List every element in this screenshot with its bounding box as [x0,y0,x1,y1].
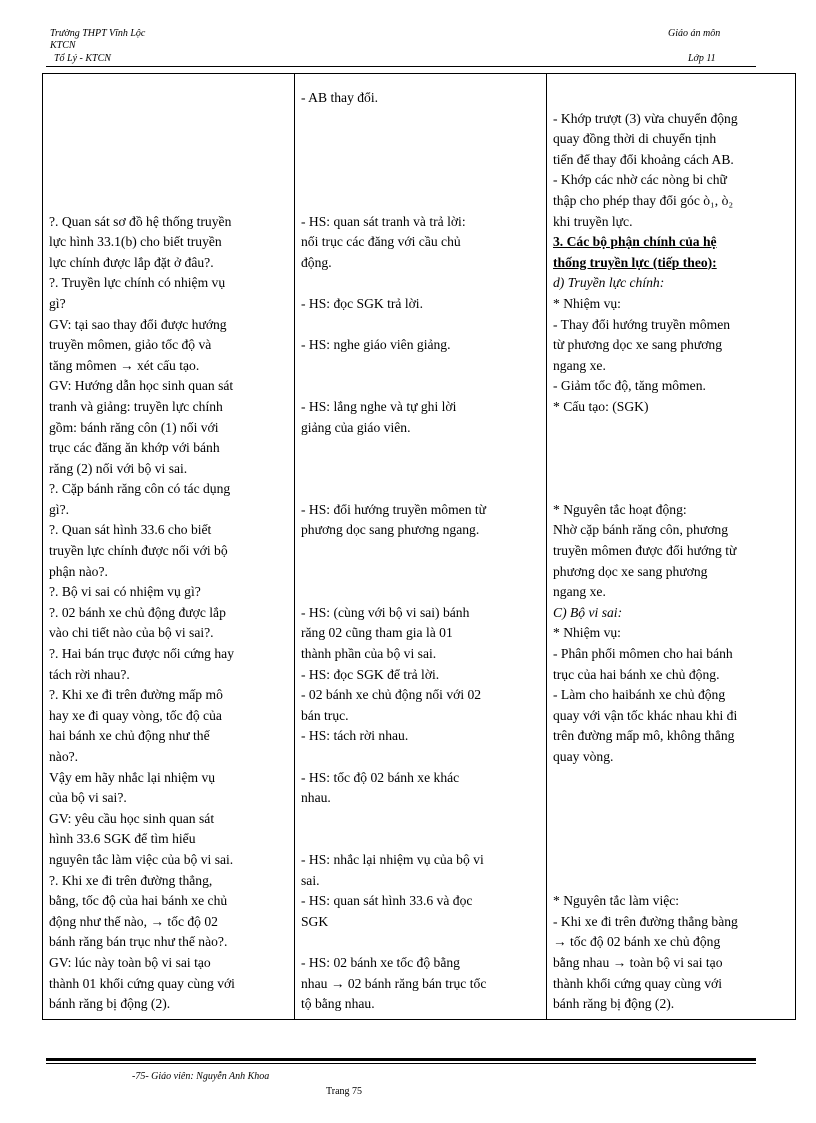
text-line: * Nhiệm vụ: [553,295,621,311]
text-line: răng (2) nối với bộ vi sai. [49,460,188,476]
text-line [301,459,540,480]
text-line: ngang xe. [553,357,606,373]
text-line: - HS: (cùng với bộ vi sai) bánh [301,604,470,620]
text-line [301,150,540,171]
header-group: Tổ Lý - KTCN [54,53,111,64]
text-line: - Giảm tốc độ, tăng mômen. [553,378,706,394]
subsection-heading: d) Truyền lực chính: [553,275,665,291]
text-line [553,418,789,439]
student-activity-column [295,74,547,1020]
text-line: - HS: quan sát tranh và trả lời: [301,213,466,229]
text-line: Nhờ cặp bánh răng côn, phương [553,522,729,538]
text-line: tăng mômen → xét cấu tạo. [49,357,200,373]
header-rule [46,66,756,67]
text-line [553,809,789,830]
text-line [301,747,540,768]
text-line: hình 33.6 SGK để tìm hiểu [49,831,196,847]
text-line: - Khi xe đi trên đường thẳng bàng [553,913,738,929]
text-line: * Nhiệm vụ: [553,625,621,641]
text-line: GV: lúc này toàn bộ vi sai tạo [49,954,211,970]
text-line [49,129,288,150]
text-line: * Nguyên tắc làm việc: [553,893,680,909]
text-line: phận nào?. [49,563,108,579]
text-line [49,191,288,212]
table-row [43,74,796,1020]
text-line: ?. Quan sát hình 33.6 cho biết [49,522,212,538]
text-line: - HS: nhắc lại nhiệm vụ của bộ vi [301,851,484,867]
text-line: GV: yêu cầu học sinh quan sát [49,810,215,826]
text-line: bánh răng bị động (2). [553,996,675,1012]
text-line: gì?. [49,501,70,517]
text-line: tiến để thay đổi khoảng cách AB. [553,151,734,167]
text-line [301,129,540,150]
text-line: - Làm cho haibánh xe chủ động [553,687,726,703]
text-line: lực hình 33.1(b) cho biết truyền [49,234,222,250]
text-line: * Nguyên tắc hoạt động: [553,501,687,517]
header-school: Trường THPT Vĩnh Lộc [50,28,146,39]
text-line [301,273,540,294]
text-line [553,871,789,892]
text-line: ?. Khi xe đi trên đường thẳng, [49,872,213,888]
text-line: ?. Khi xe đi trên đường mấp mô [49,687,223,703]
section-heading-cont: thống truyền lực (tiếp theo): [553,254,717,270]
text-line: - Thay đổi hướng truyền mômen [553,316,731,332]
text-line: - HS: nghe giáo viên giảng. [301,337,451,353]
page-number: Trang 75 [326,1086,363,1097]
text-line: ?. Truyền lực chính có nhiệm vụ [49,275,226,291]
footer-rule-thick [46,1058,756,1061]
text-line [301,315,540,336]
lesson-table [42,73,796,1020]
text-line: - HS: lắng nghe và tự ghi lời [301,398,457,414]
text-line: truyền mômen, giảo tốc độ và [49,337,212,353]
text-line: - HS: đọc SGK trả lời. [301,295,423,311]
text-line: tách rời nhau?. [49,666,130,682]
text-line: tộ bằng nhau. [301,996,375,1012]
text-line [553,788,789,809]
text-line: * Cấu tạo: (SGK) [553,398,649,414]
text-line: hay xe đi quay vòng, tốc độ của [49,707,222,723]
text-line [553,88,789,109]
text-line: răng 02 cũng tham gia là 01 [301,625,453,641]
text-line: GV: Hướng dẫn học sinh quan sát [49,378,234,394]
text-line: ?. 02 bánh xe chủ động được lắp [49,604,226,620]
text-line [301,356,540,377]
text-line: khi truyền lực. [553,213,633,229]
text-line: của bộ vi sai?. [49,790,127,806]
text-line [301,562,540,583]
text-line [301,582,540,603]
text-line [301,479,540,500]
text-line: ngang xe. [553,584,606,600]
text-line: truyền lực chính được nối với bộ [49,543,228,559]
footer-teacher: -75- Giáo viên: Nguyễn Anh Khoa [132,1071,270,1082]
text-line: - HS: tốc độ 02 bánh xe khác [301,769,460,785]
text-line: thành phần của bộ vi sai. [301,646,437,662]
text-line: hai bánh xe chủ động như thế [49,728,210,744]
text-line: phương dọc xe sang phương [553,563,708,579]
text-line [553,479,789,500]
text-line: nào?. [49,749,79,764]
header-plan: Giáo án môn [668,28,721,39]
text-line [49,150,288,171]
text-line: thành 01 khối cứng quay cùng với [49,975,235,991]
text-line [301,541,540,562]
text-line: phương dọc sang phương ngang. [301,522,480,538]
text-line: bằng, tốc độ của hai bánh xe chủ [49,893,228,909]
text-line: - AB thay đổi. [301,90,379,105]
text-line: ?. Hai bán trục được nối cứng hay [49,646,234,662]
text-line: trên đường mấp mô, không thẳng [553,728,735,744]
text-line [49,88,288,109]
text-line: - HS: đổi hướng truyền mômen từ [301,501,487,517]
text-line: thập cho phép thay đổi góc ò₁, ò₂ [553,192,734,208]
text-line: - HS: đọc SGK để trả lời. [301,666,440,682]
text-line: từ phương dọc xe sang phương [553,337,722,353]
text-line [301,809,540,830]
text-line: giảng của giáo viên. [301,419,411,435]
text-line [553,829,789,850]
text-line [301,438,540,459]
text-line: bánh răng bị động (2). [49,996,171,1012]
text-line: trục của hai bánh xe chủ động. [553,666,720,682]
text-line: ?. Quan sát sơ đồ hệ thống truyền [49,213,232,229]
text-line: - HS: tách rời nhau. [301,728,409,744]
teacher-activity-column [43,74,295,1020]
text-line: ?. Bộ vi sai có nhiệm vụ gì? [49,584,201,600]
text-line: gì? [49,295,66,311]
text-line: quay với vận tốc khác nhau khi đi [553,707,738,723]
text-line [301,829,540,850]
text-line [301,109,540,130]
text-line [49,109,288,130]
text-line: nhau → 02 bánh răng bán trục tốc [301,975,487,991]
text-line [301,932,540,953]
text-line: - Khớp trượt (3) vừa chuyển động [553,110,738,126]
text-line: - Khớp các nhờ các nòng bi chữ [553,172,727,188]
text-line: quay đồng thời di chuyển tịnh [553,131,717,147]
text-line: GV: tại sao thay đổi được hướng [49,316,227,332]
text-line: nối trục các đăng với cầu chủ [301,234,461,250]
text-line: lực chính được lắp đặt ở đâu?. [49,254,214,270]
text-line: nguyên tắc làm việc của bộ vi sai. [49,851,234,867]
text-line [553,459,789,480]
text-line: Vậy em hãy nhắc lại nhiệm vụ [49,769,216,785]
text-line [553,850,789,871]
subsection-heading: C) Bộ vi sai: [553,604,623,620]
section-heading: 3. Các bộ phận chính của hệ [553,234,717,250]
text-line: SGK [301,913,329,929]
header-class: Lớp 11 [688,53,716,64]
text-line: sai. [301,872,320,888]
text-line: → tốc độ 02 bánh xe chủ động [553,934,721,950]
text-line: - HS: quan sát hình 33.6 và đọc [301,893,473,909]
footer-rule-thin [46,1063,756,1064]
text-line: bán trục. [301,707,349,723]
text-line [553,768,789,789]
text-line: truyền mômen được đổi hướng từ [553,543,737,559]
text-line [49,170,288,191]
text-line: tranh và giảng: truyền lực chính [49,398,223,414]
text-line: vào chi tiết nào của bộ vi sai?. [49,625,214,641]
text-line: gồm: bánh răng côn (1) nối với [49,419,219,435]
text-line: - HS: 02 bánh xe tốc độ bằng [301,954,460,970]
text-line [301,170,540,191]
text-line [301,376,540,397]
text-line: - Phân phối mômen cho hai bánh [553,646,733,662]
content-column [547,74,796,1020]
text-line: nhau. [301,790,331,806]
text-line: thành khối cứng quay cùng với [553,975,722,991]
text-line: bằng nhau → toàn bộ vi sai tạo [553,954,723,970]
text-line: - 02 bánh xe chủ động nối với 02 [301,687,482,703]
header-dept: KTCN [50,40,76,51]
text-line [553,438,789,459]
text-line: động như thế nào, → tốc độ 02 [49,913,218,929]
text-line: bánh răng bán trục như thế nào?. [49,934,228,950]
text-line [301,191,540,212]
text-line: ?. Cặp bánh răng côn có tác dụng [49,481,231,497]
text-line: quay vòng. [553,749,614,764]
text-line: trục các đăng ăn khớp với bánh [49,440,220,456]
text-line: động. [301,254,332,270]
